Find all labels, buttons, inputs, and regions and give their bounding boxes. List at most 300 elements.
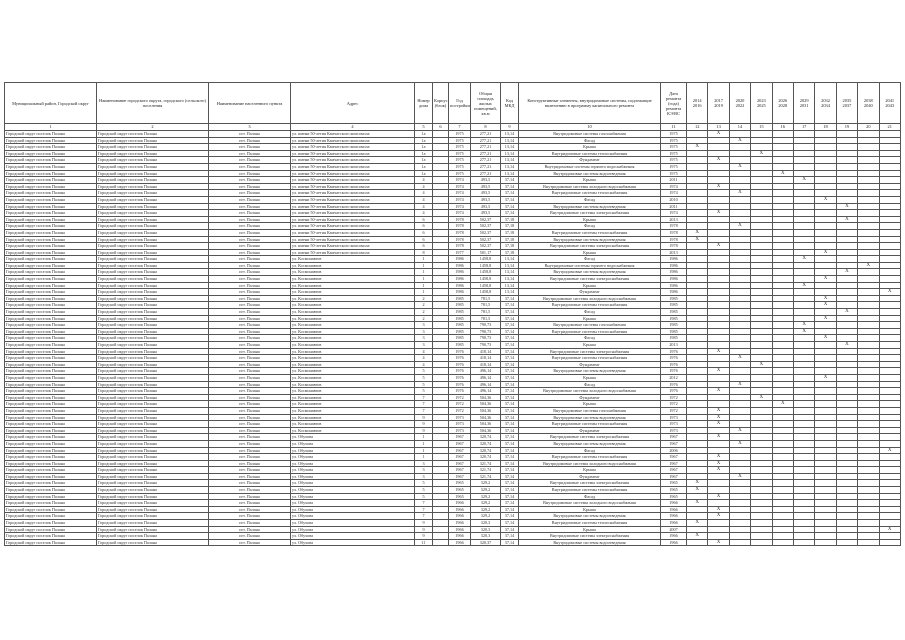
repair-year-cell: 1975 [661,150,687,157]
repair-year-cell: 1975 [661,170,687,177]
address-cell: ул. имени 50-летия Камчатского комсомола [291,190,415,197]
period-mark-cell [858,190,879,197]
period-mark-cell [858,276,879,283]
settlement-cell: Городской округ поселок Палана [97,131,209,138]
period-mark-cell [772,229,793,236]
mkd-code-cell: 37,14 [501,394,519,401]
period-mark-cell [729,335,750,342]
period-mark-cell [772,190,793,197]
period-mark-cell [772,506,793,513]
structural-element-cell: Внутридомовые системы теплоснабжения [519,302,661,309]
period-mark-cell [687,473,708,480]
column-number: 13 [708,124,729,131]
house-number-cell: 7 [415,407,433,414]
construction-year-cell: 1974 [449,196,471,203]
settlement-cell: Городской округ поселок Палана [97,302,209,309]
period-mark-cell [772,289,793,296]
settlement-cell: Городской округ поселок Палана [97,210,209,217]
period-mark-cell [708,487,729,494]
building-block-cell [433,533,449,540]
house-number-cell: 7 [415,500,433,507]
address-cell: ул. Космонавтов [291,342,415,349]
address-cell: ул. Космонавтов [291,262,415,269]
table-row [5,229,901,236]
locality-cell: пгт. Палана [209,487,291,494]
period-mark-cell [879,295,900,302]
period-mark-cell [708,216,729,223]
structural-element-cell: Фундамент [519,394,661,401]
period-mark-cell [708,427,729,434]
house-number-cell: 3 [415,335,433,342]
period-mark-cell [708,315,729,322]
address-cell: ул. Космонавтов [291,427,415,434]
building-block-cell [433,210,449,217]
municipal-district-cell: Городской округ поселок Палана [5,520,97,527]
building-block-cell [433,183,449,190]
structural-element-cell: Внутридомовые системы холодного водоснабжения [519,183,661,190]
repair-year-cell: 2011 [661,177,687,184]
period-mark-cell: X [815,374,836,381]
building-block-cell [433,229,449,236]
house-number-cell: 4 [415,203,433,210]
locality-cell: пгт. Палана [209,407,291,414]
period-mark-cell [836,229,857,236]
living-area-cell: 277,21 [471,163,501,170]
mkd-code-cell: 37,14 [501,454,519,461]
period-mark-cell [729,500,750,507]
period-mark-cell [858,282,879,289]
period-mark-cell [815,243,836,250]
living-area-cell: 504,36 [471,414,501,421]
construction-year-cell: 1967 [449,473,471,480]
address-cell: ул. Космонавтов [291,295,415,302]
repair-year-cell: 1985 [661,302,687,309]
structural-element-cell: Фасад [519,256,661,263]
period-mark-cell [858,295,879,302]
period-mark-cell [879,394,900,401]
period-mark-cell: X [879,289,900,296]
period-mark-cell [751,295,772,302]
period-mark-cell [729,269,750,276]
structural-element-cell: Внутридомовые системы теплоснабжения [519,487,661,494]
municipal-district-cell: Городской округ поселок Палана [5,163,97,170]
period-mark-cell [729,493,750,500]
period-mark-cell [879,170,900,177]
building-block-cell [433,315,449,322]
period-mark-cell [858,434,879,441]
period-mark-cell [815,163,836,170]
mkd-code-cell: 37,14 [501,473,519,480]
period-mark-cell [836,473,857,480]
locality-cell: пгт. Палана [209,454,291,461]
house-number-cell: 5 [415,487,433,494]
period-mark-cell [879,131,900,138]
mkd-code-cell: 13,14 [501,256,519,263]
period-mark-cell [751,269,772,276]
address-cell: ул. Космонавтов [291,282,415,289]
house-number-cell: 4 [415,348,433,355]
municipal-district-cell: Городской округ поселок Палана [5,150,97,157]
period-mark-cell [879,513,900,520]
period-mark-cell [858,177,879,184]
locality-cell: пгт. Палана [209,440,291,447]
period-mark-cell [815,414,836,421]
period-mark-cell [836,131,857,138]
construction-year-cell: 1967 [449,460,471,467]
period-mark-cell [815,216,836,223]
period-mark-cell [687,335,708,342]
period-mark-cell [879,302,900,309]
period-mark-cell [729,526,750,533]
locality-cell: пгт. Палана [209,243,291,250]
period-mark-cell [815,348,836,355]
period-mark-cell [793,309,814,316]
period-mark-cell [708,335,729,342]
period-mark-cell [687,427,708,434]
column-header: Дата ремонта (года) ремонта КЭ/ВС [661,83,687,124]
municipal-district-cell: Городской округ поселок Палана [5,137,97,144]
column-header: Конструктивные элементы, внутридомовые системы, подлежащие включению в программу капитального ремонта [519,83,661,124]
period-mark-cell [708,150,729,157]
mkd-code-cell: 37,14 [501,295,519,302]
building-block-cell [433,407,449,414]
settlement-cell: Городской округ поселок Палана [97,328,209,335]
period-mark-cell [751,282,772,289]
period-mark-cell [879,440,900,447]
house-number-cell: 1 [415,447,433,454]
period-mark-cell [879,342,900,349]
house-number-cell: 1а [415,144,433,151]
period-mark-cell [836,196,857,203]
period-mark-cell [858,421,879,428]
period-mark-cell [836,236,857,243]
municipal-district-cell: Городской округ поселок Палана [5,368,97,375]
locality-cell: пгт. Палана [209,500,291,507]
period-mark-cell [772,447,793,454]
repair-year-cell: 1966 [661,500,687,507]
period-mark-cell [815,440,836,447]
period-mark-cell [687,243,708,250]
address-cell: ул. Космонавтов [291,355,415,362]
locality-cell: пгт. Палана [209,196,291,203]
period-mark-cell [793,493,814,500]
period-mark-cell [772,210,793,217]
municipal-district-cell: Городской округ поселок Палана [5,388,97,395]
column-number: 16 [772,124,793,131]
municipal-district-cell: Городской округ поселок Палана [5,328,97,335]
period-mark-cell [687,295,708,302]
construction-year-cell: 1976 [449,348,471,355]
settlement-cell: Городской округ поселок Палана [97,427,209,434]
construction-year-cell: 1974 [449,190,471,197]
building-block-cell [433,421,449,428]
period-mark-cell [879,137,900,144]
period-mark-cell [793,440,814,447]
period-mark-cell [751,256,772,263]
period-mark-cell [815,210,836,217]
period-mark-cell: X [708,157,729,164]
period-mark-cell [772,480,793,487]
structural-element-cell: Фундамент [519,361,661,368]
municipal-district-cell: Городской округ поселок Палана [5,348,97,355]
municipal-district-cell: Городской округ поселок Палана [5,144,97,151]
table-row [5,315,901,322]
period-mark-cell [772,131,793,138]
repair-year-cell: 1966 [661,506,687,513]
period-mark-cell: X [687,533,708,540]
period-mark-cell [772,348,793,355]
municipal-district-cell: Городской округ поселок Палана [5,295,97,302]
period-mark-cell [836,414,857,421]
living-area-cell: 277,21 [471,150,501,157]
period-mark-cell [751,487,772,494]
construction-year-cell: 1986 [449,282,471,289]
period-mark-cell [708,473,729,480]
construction-year-cell: 1967 [449,440,471,447]
period-mark-cell [836,447,857,454]
period-mark-cell [687,526,708,533]
mkd-code-cell: 37,18 [501,243,519,250]
period-mark-cell [708,342,729,349]
period-mark-cell [879,427,900,434]
locality-cell: пгт. Палана [209,520,291,527]
period-mark-cell [793,467,814,474]
repair-year-cell: 1976 [661,355,687,362]
building-block-cell [433,487,449,494]
repair-year-cell: 1978 [661,243,687,250]
period-mark-cell [879,473,900,480]
house-number-cell: 9 [415,414,433,421]
living-area-cell: 502,37 [471,229,501,236]
table-row [5,289,901,296]
period-mark-cell [836,355,857,362]
repair-year-cell: 1975 [661,163,687,170]
building-block-cell [433,480,449,487]
period-mark-cell [729,322,750,329]
period-mark-cell [836,506,857,513]
settlement-cell: Городской округ поселок Палана [97,223,209,230]
locality-cell: пгт. Палана [209,295,291,302]
period-mark-cell [793,454,814,461]
period-mark-cell [879,163,900,170]
settlement-cell: Городской округ поселок Палана [97,506,209,513]
locality-cell: пгт. Палана [209,282,291,289]
structural-element-cell: Крыша [519,506,661,513]
living-area-cell: 321,74 [471,473,501,480]
locality-cell: пгт. Палана [209,157,291,164]
building-block-cell [433,526,449,533]
locality-cell: пгт. Палана [209,276,291,283]
table-row [5,282,901,289]
structural-element-cell: Внутридомовые системы теплоснабжения [519,355,661,362]
table-row [5,414,901,421]
period-mark-cell [793,190,814,197]
period-mark-cell [751,493,772,500]
period-mark-cell [751,533,772,540]
period-mark-cell: X [815,196,836,203]
repair-year-cell: 1967 [661,467,687,474]
locality-cell: пгт. Палана [209,322,291,329]
house-number-cell: 5 [415,368,433,375]
table-row [5,440,901,447]
mkd-code-cell: 13,14 [501,289,519,296]
construction-year-cell: 1976 [449,388,471,395]
period-mark-cell [879,487,900,494]
period-mark-cell [708,355,729,362]
period-mark-cell [751,500,772,507]
period-mark-cell [687,513,708,520]
mkd-code-cell: 37,14 [501,500,519,507]
building-block-cell [433,460,449,467]
period-mark-cell [858,131,879,138]
living-area-cell: 277,21 [471,137,501,144]
period-mark-cell [751,520,772,527]
period-mark-cell: X [729,473,750,480]
period-mark-cell [729,183,750,190]
period-mark-cell [815,269,836,276]
repair-year-cell: 2011 [661,203,687,210]
period-mark-cell [793,374,814,381]
mkd-code-cell: 37,14 [501,401,519,408]
table-row [5,447,901,454]
house-number-cell: 6 [415,216,433,223]
table-row [5,177,901,184]
period-mark-cell [772,434,793,441]
period-mark-cell [772,183,793,190]
period-mark-cell [729,447,750,454]
address-cell: ул. Космонавтов [291,394,415,401]
living-area-cell: 781,5 [471,315,501,322]
mkd-code-cell: 37,18 [501,236,519,243]
locality-cell: пгт. Палана [209,361,291,368]
period-mark-cell [751,480,772,487]
period-mark-cell [793,269,814,276]
repair-year-cell: 1985 [661,335,687,342]
period-mark-cell [836,368,857,375]
period-mark-cell [772,276,793,283]
period-mark-cell [815,513,836,520]
settlement-cell: Городской округ поселок Палана [97,487,209,494]
period-mark-cell [687,282,708,289]
period-mark-cell [879,328,900,335]
structural-element-cell: Крыша [519,282,661,289]
period-mark-cell [793,249,814,256]
locality-cell: пгт. Палана [209,137,291,144]
construction-year-cell: 1975 [449,137,471,144]
repair-year-cell: 1976 [661,381,687,388]
column-number: 18 [815,124,836,131]
building-block-cell [433,249,449,256]
period-mark-cell [815,401,836,408]
table-body [5,131,901,546]
period-mark-cell [836,137,857,144]
period-mark-cell [858,229,879,236]
structural-element-cell: Внутридомовые системы водоотведения [519,440,661,447]
repair-year-cell: 1976 [661,388,687,395]
period-mark-cell [772,269,793,276]
construction-year-cell: 1975 [449,144,471,151]
structural-element-cell: Внутридомовые системы теплоснабжения [519,150,661,157]
period-mark-cell [793,335,814,342]
period-mark-cell [729,480,750,487]
period-mark-cell [879,183,900,190]
column-number: 7 [449,124,471,131]
period-mark-cell [858,526,879,533]
municipal-district-cell: Городской округ поселок Палана [5,236,97,243]
period-mark-cell [729,520,750,527]
period-mark-cell [708,262,729,269]
period-mark-cell [793,163,814,170]
period-mark-cell [815,421,836,428]
settlement-cell: Городской округ поселок Палана [97,368,209,375]
building-block-cell [433,520,449,527]
period-mark-cell [751,196,772,203]
locality-cell: пгт. Палана [209,223,291,230]
period-mark-cell [729,309,750,316]
period-mark-cell [815,473,836,480]
locality-cell: пгт. Палана [209,526,291,533]
table-row [5,427,901,434]
period-mark-cell: X [858,262,879,269]
period-mark-cell [772,539,793,546]
construction-year-cell: 1966 [449,520,471,527]
period-mark-cell [815,157,836,164]
construction-year-cell: 1966 [449,539,471,546]
period-mark-cell [751,183,772,190]
municipal-district-cell: Городской округ поселок Палана [5,210,97,217]
period-mark-cell [858,163,879,170]
construction-year-cell: 1965 [449,487,471,494]
period-mark-cell [751,249,772,256]
construction-year-cell: 1967 [449,467,471,474]
period-mark-cell [793,243,814,250]
address-cell: ул. Космонавтов [291,256,415,263]
municipal-district-cell: Городской округ поселок Палана [5,434,97,441]
period-mark-cell [772,520,793,527]
period-mark-cell [751,342,772,349]
period-mark-cell [879,282,900,289]
period-mark-cell [751,170,772,177]
repair-year-cell: 1973 [661,421,687,428]
column-header: Наименование городского округа, городского (сельского) поселения [97,83,209,124]
period-mark-cell [879,533,900,540]
period-mark-cell [729,368,750,375]
period-mark-cell [687,157,708,164]
municipal-district-cell: Городской округ поселок Палана [5,480,97,487]
structural-element-cell: Внутридомовые системы электроснабжения [519,210,661,217]
construction-year-cell: 1985 [449,295,471,302]
construction-year-cell: 1974 [449,183,471,190]
period-mark-cell [793,137,814,144]
settlement-cell: Городской округ поселок Палана [97,401,209,408]
construction-year-cell: 1973 [449,427,471,434]
structural-element-cell: Внутридомовые системы теплоснабжения [519,454,661,461]
settlement-cell: Городской округ поселок Палана [97,394,209,401]
period-mark-cell: X [708,467,729,474]
repair-year-cell: 2012 [661,374,687,381]
period-mark-cell [772,513,793,520]
period-mark-cell [858,355,879,362]
house-number-cell: 3 [415,460,433,467]
period-mark-cell: X [793,328,814,335]
period-mark-cell [708,137,729,144]
period-mark-cell [772,177,793,184]
period-mark-cell [836,520,857,527]
period-mark-cell [687,434,708,441]
building-block-cell [433,381,449,388]
locality-cell: пгт. Палана [209,262,291,269]
period-mark-cell: X [708,407,729,414]
